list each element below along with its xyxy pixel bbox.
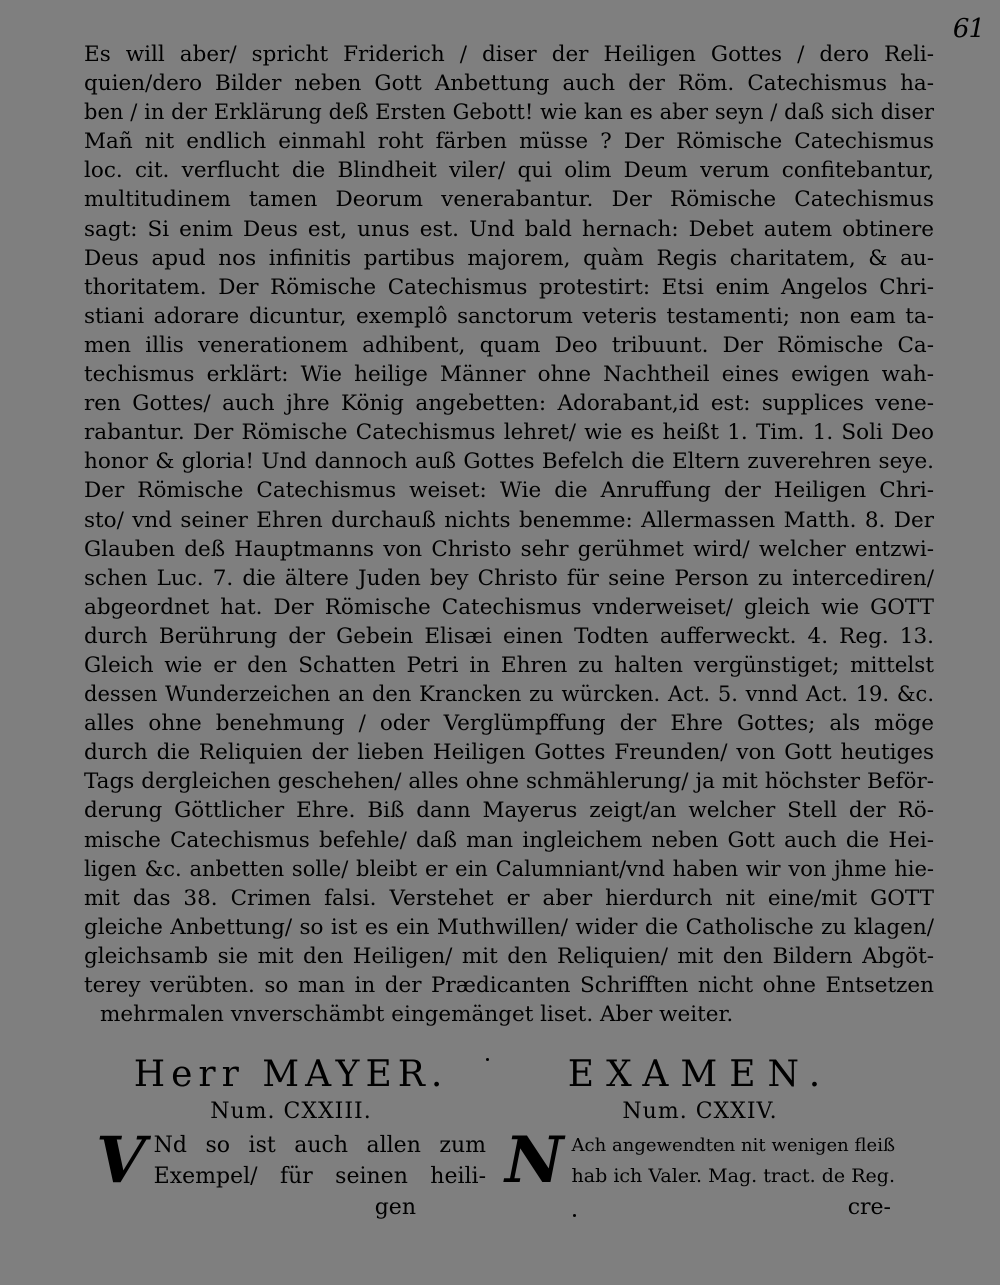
text-line: mische Catechismus befehle/ daß man ingleichem neben Gott auch die Hei- bbox=[84, 827, 934, 853]
text-line: men illis venerationem adhibent, quam Deo tribuunt. Der Römische Ca- bbox=[84, 332, 934, 358]
text-line: gleichsamb sie mit den Heiligen/ mit den Reliquien/ mit den Bildern Abgöt- bbox=[84, 943, 934, 969]
text-line: ben / in der Erklärung deß Ersten Gebott! wie kan es aber seyn / daß sich diser bbox=[84, 100, 934, 125]
text-line: honor & gloria! Und dannoch auß Gottes Befelch die Eltern zuverehren seye. bbox=[84, 449, 934, 475]
text-line: derung Göttlicher Ehre. Biß dann Mayerus zeigt/an welcher Stell der Rö- bbox=[84, 798, 934, 824]
text-line: Der Römische Catechismus weiset: Wie die Anruffung der Heiligen Chri- bbox=[84, 478, 934, 504]
ink-speck bbox=[486, 1058, 489, 1061]
text-line: terey verübten. so man in der Prædicanten Schrifften nicht ohne Entsetzen bbox=[84, 973, 934, 998]
text-line: techismus erklärt: Wie heilige Männer ohne Nachtheil eines ewigen wah- bbox=[84, 362, 934, 388]
mayer-column bbox=[96, 1052, 486, 1223]
text-line: loc. cit. verflucht die Blindheit viler/ qui olim Deum verum confitebantur, bbox=[84, 158, 934, 184]
text-line: mit das 38. Crimen falsi. Verstehet er aber hierdurch nit eine/mit GOTT bbox=[84, 885, 934, 911]
text-line: durch Berührung der Gebein Elisæi einen Todten aufferweckt. 4. Reg. 13. bbox=[84, 623, 934, 649]
text-line: rabantur. Der Römische Catechismus lehret/ wie es heißt 1. Tim. 1. Soli Deo bbox=[84, 420, 934, 446]
text-line: Deus apud nos infinitis partibus majorem, quàm Regis charitatem, & au- bbox=[84, 245, 934, 271]
mayer-heading: Herr MAYER. bbox=[133, 1054, 449, 1095]
catchword: gen bbox=[374, 1195, 416, 1220]
drop-cap: N bbox=[505, 1123, 564, 1198]
mayer-paragraph bbox=[96, 1123, 486, 1223]
text-line: ligen &c. anbetten solle/ bleibt er ein Calumniant/vnd haben wir von jhme hie- bbox=[84, 856, 934, 881]
text-line: Gleich wie er den Schatten Petri in Ehren zu halten vergünstiget; mittelst bbox=[84, 652, 934, 678]
examen-column bbox=[505, 1052, 895, 1223]
drop-cap: V bbox=[96, 1123, 146, 1198]
text-line: ren Gottes/ auch jhre König angebetten: Adorabant,id est: supplices vene- bbox=[84, 391, 934, 417]
column-line: hab ich Valer. Mag. tract. de Reg. bbox=[571, 1165, 895, 1187]
text-line: Glauben deß Hauptmanns von Christo sehr gerühmet wird/ welcher entzwi- bbox=[84, 536, 934, 562]
ink-speck bbox=[573, 1214, 576, 1217]
text-line: Mañ nit endlich einmahl roht färben müsse ? Der Römische Catechismus bbox=[84, 129, 934, 155]
text-line: alles ohne benehmung / oder Verglümpffung der Ehre Gottes; als möge bbox=[84, 711, 934, 737]
text-line: Es will aber/ spricht Friderich / diser der Heiligen Gottes / dero Reli- bbox=[84, 42, 934, 67]
mayer-number: Num. CXXIII. bbox=[210, 1099, 372, 1124]
text-line: gleiche Anbettung/ so ist es ein Muthwillen/ wider die Catholische zu klagen/ bbox=[84, 914, 934, 940]
page-number: 61 bbox=[952, 14, 984, 44]
examen-paragraph bbox=[505, 1123, 895, 1223]
text-line: sagt: Si enim Deus est, unus est. Und bald hernach: Debet autem obtinere bbox=[84, 216, 934, 242]
text-line: schen Luc. 7. die ältere Juden bey Christo für seine Person zu intercediren/ bbox=[84, 565, 934, 591]
text-line: abgeordnet hat. Der Römische Catechismus vnderweiset/ gleich wie GOTT bbox=[84, 594, 934, 620]
body-text bbox=[84, 40, 934, 1029]
text-line: multitudinem tamen Deorum venerabantur. Der Römische Catechismus bbox=[84, 187, 934, 213]
text-line: stiani adorare dicuntur, exemplô sanctorum veteris testamenti; non eam ta- bbox=[84, 303, 934, 329]
examen-heading: EXAMEN. bbox=[567, 1054, 833, 1095]
text-line: Tags dergleichen geschehen/ alles ohne schmählerung/ ja mit höchster Beför- bbox=[84, 769, 934, 795]
column-line: Exempel/ für seinen heili- bbox=[153, 1164, 486, 1189]
text-line: mehrmalen vnverschämbt eingemänget liset. Aber weiter. bbox=[100, 1002, 734, 1028]
text-line: durch die Reliquien der lieben Heiligen Gottes Freunden/ von Gott heutiges bbox=[84, 740, 934, 766]
text-line: sto/ vnd seiner Ehren durchauß nichts benemme: Allermassen Matth. 8. Der bbox=[84, 507, 934, 533]
examen-number: Num. CXXIV. bbox=[622, 1099, 778, 1124]
catchword: cre- bbox=[847, 1195, 891, 1220]
text-line: thoritatem. Der Römische Catechismus protestirt: Etsi enim Angelos Chri- bbox=[84, 274, 934, 300]
column-line: Ach angewendten nit wenigen fleiß bbox=[571, 1135, 895, 1156]
text-line: dessen Wunderzeichen an den Krancken zu würcken. Act. 5. vnnd Act. 19. &c. bbox=[84, 682, 934, 707]
column-line: Nd so ist auch allen zum bbox=[153, 1133, 486, 1158]
text-line: quien/dero Bilder neben Gott Anbettung auch der Röm. Catechismus ha- bbox=[84, 71, 934, 97]
